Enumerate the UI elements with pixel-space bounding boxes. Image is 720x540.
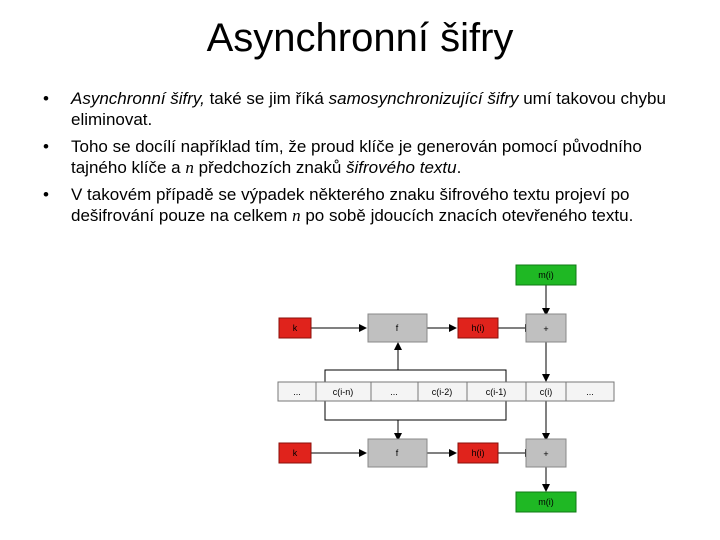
- buffer-bracket-top: [325, 370, 506, 382]
- bullet-text: po sobě jdoucích znacích otevřeného textu.: [300, 206, 634, 225]
- bullet-text: umí takovou chybu eliminovat.: [71, 89, 666, 129]
- bullet-text: Toho se docílí například tím, že proud klíče je generován pomocí původního tajného klíče a: [71, 137, 642, 177]
- bullet-marker: •: [43, 89, 49, 108]
- cipher-cell: c(i-n): [332, 387, 354, 397]
- hash-label-bottom: h(i): [471, 448, 485, 458]
- cipher-cell: c(i-2): [431, 387, 453, 397]
- bullet-text: .: [456, 158, 462, 177]
- bullet-text-italic: Asynchronní šifry,: [71, 89, 205, 108]
- xor-label-bottom: +: [543, 449, 549, 459]
- cipher-cell: c(i): [539, 387, 553, 397]
- key-label-top: k: [292, 323, 298, 333]
- message-output-label-bottom: m(i): [538, 497, 554, 507]
- function-label-bottom: f: [395, 448, 399, 458]
- xor-label-top: +: [543, 324, 549, 334]
- hash-label-top: h(i): [471, 323, 485, 333]
- bullet-marker: •: [43, 137, 49, 156]
- bullet-text-italic: šifrového textu: [346, 158, 457, 177]
- key-label-bottom: k: [292, 448, 298, 458]
- cipher-cell: ...: [390, 387, 398, 397]
- bullet-text-italic: samosynchronizující šifry: [328, 89, 519, 108]
- message-input-label-top: m(i): [538, 270, 554, 280]
- function-label-top: f: [395, 323, 399, 333]
- buffer-bracket-bottom: [325, 401, 506, 420]
- variable-n: n: [292, 206, 301, 225]
- slide-title: Asynchronní šifry: [206, 16, 514, 60]
- cipher-cell: ...: [586, 387, 594, 397]
- bullet-text: V takovém případě se výpadek některého znaku šifrového textu projeví po dešifrování pouze na celkem: [71, 185, 630, 225]
- bullet-text: předchozích znaků: [193, 158, 347, 177]
- cipher-cell: ...: [293, 387, 301, 397]
- variable-n: n: [185, 158, 194, 177]
- bullet-text: také se jim říká: [204, 89, 329, 108]
- bullet-marker: •: [43, 185, 49, 204]
- cipher-cell: c(i-1): [485, 387, 507, 397]
